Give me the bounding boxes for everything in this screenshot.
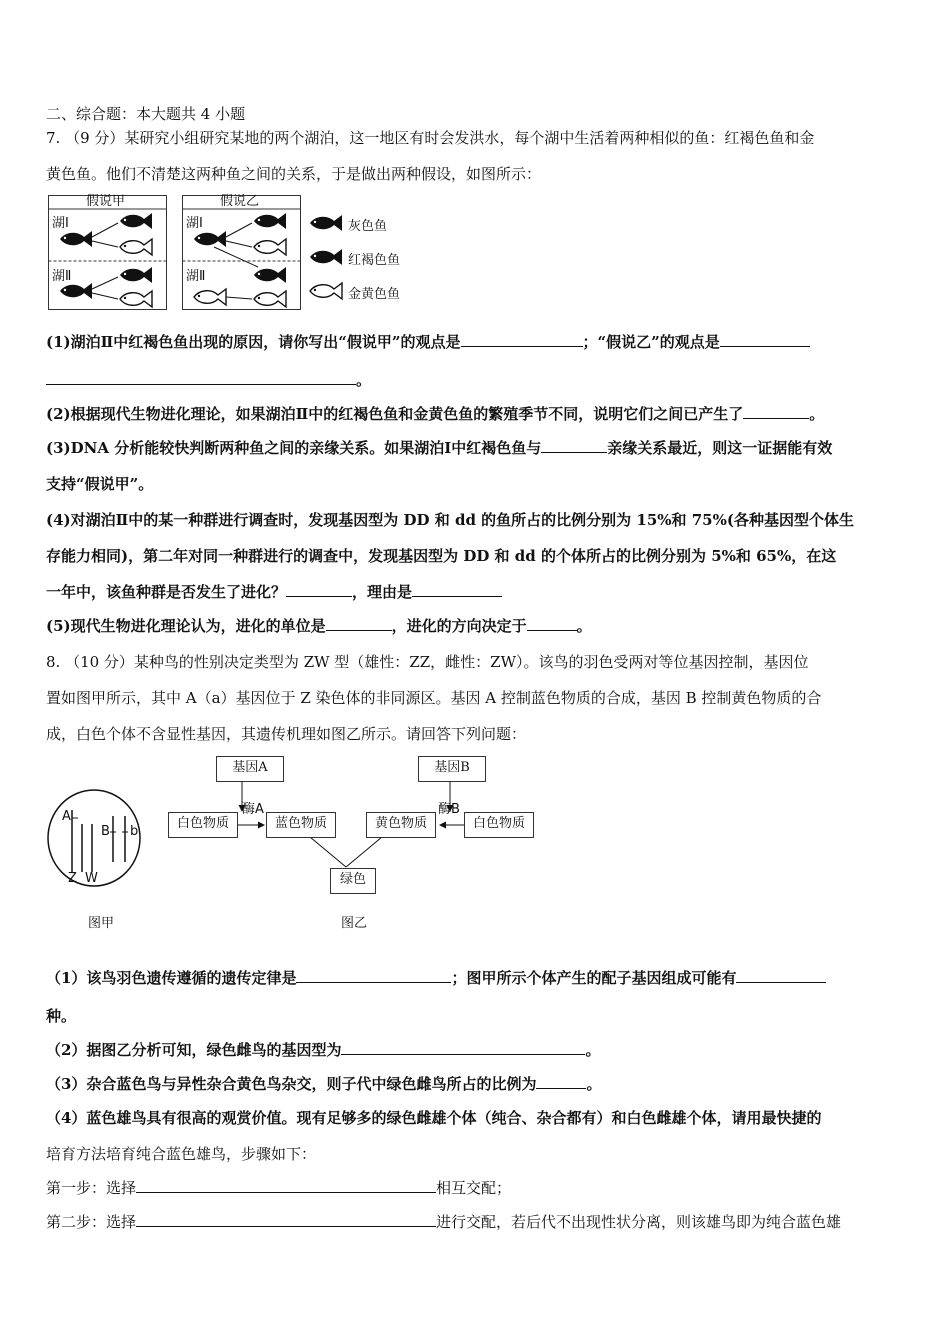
fish-icon (194, 231, 226, 247)
q8-step1: 第一步：选择 相互交配； (46, 1179, 512, 1197)
q7-p5: (5)现代生物进化理论认为，进化的单位是 ，进化的方向决定于 。 (46, 617, 592, 635)
blue-substance: 蓝色物质 (266, 812, 336, 838)
fish-icon (254, 239, 286, 255)
white-substance-2: 白色物质 (464, 812, 534, 838)
chromosome-figure (46, 788, 142, 888)
fish-icon (60, 231, 92, 247)
fish-icon (120, 213, 152, 229)
fish-icon (120, 239, 152, 255)
white-substance-1: 白色物质 (168, 812, 238, 838)
enzyme-b-label: 酶B (438, 802, 460, 817)
hypothesis-b-label: 假说乙 (220, 194, 260, 209)
q8-p2: （2）据图乙分析可知，绿色雌鸟的基因型为 。 (46, 1041, 601, 1059)
q7-p3-cont: 支持“假说甲”。 (46, 475, 154, 493)
q8-p4-line1: （4）蓝色雄鸟具有很高的观赏价值。现有足够多的绿色雌雄个体（纯合、杂合都有）和白色雌雄个体，请用最快捷的 (46, 1109, 822, 1127)
q7-p2: (2)根据现代生物进化理论，如果湖泊Ⅱ中的红褐色鱼和金黄色鱼的繁殖季节不同，说明它们之间已产生了 。 (46, 405, 825, 423)
lake1-label-a: 湖Ⅰ (52, 216, 69, 231)
q8-line3: 成，白色个体不含显性基因，其遗传机理如图乙所示。请回答下列问题： (46, 725, 527, 743)
gray-fish-icon (310, 215, 342, 231)
q7-line1: 7. （9 分）某研究小组研究某地的两个湖泊，这一地区有时会发洪水，每个湖中生活着两种相似的鱼：红褐色鱼和金 (46, 129, 815, 147)
lake2-label-b: 湖Ⅱ (186, 269, 206, 284)
legend-golden: 金黄色鱼 (348, 287, 401, 302)
allele-b-dominant-label: B (101, 824, 110, 839)
q8-step2: 第二步：选择 进行交配，若后代不出现性状分离，则该雄鸟即为纯合蓝色雄 (46, 1213, 842, 1231)
q7-figure (48, 195, 423, 311)
golden-fish-icon (310, 283, 342, 299)
lake1-label-b: 湖Ⅰ (186, 216, 203, 231)
red-brown-fish-icon (310, 249, 342, 265)
q7-p3: (3)DNA 分析能较快判断两种鱼之间的亲缘关系。如果湖泊Ⅰ中红褐色鱼与 亲缘关系最近，则这一证据能有效 (46, 439, 833, 457)
q7-p1-cont: 。 (46, 370, 371, 390)
q8-p1-cont: 种。 (46, 1007, 77, 1025)
fish-icon (120, 267, 152, 283)
q7-p4-line2: 存能力相同)，第二年对同一种群进行的调查中，发现基因型为 DD 和 dd 的个体所占的比例分别为 5%和 65%，在这 (46, 547, 837, 565)
q7-p1: (1)湖泊Ⅱ中红褐色鱼出现的原因，请你写出“假说甲”的观点是 ；“假说乙”的观点是 (46, 332, 810, 352)
green-result: 绿色 (330, 868, 376, 894)
legend-red-brown: 红褐色鱼 (348, 253, 401, 268)
fish-icon (60, 283, 92, 299)
q8-line1: 8. （10 分）某种鸟的性别决定类型为 ZW 型（雄性：ZZ，雌性：ZW）。该鸟的羽色受两对等位基因控制，基因位 (46, 653, 809, 671)
hypothesis-a-label: 假说甲 (86, 194, 126, 209)
q8-line2: 置如图甲所示，其中 A（a）基因位于 Z 染色体的非同源区。基因 A 控制蓝色物质的合成，基因 B 控制黄色物质的合 (46, 689, 822, 707)
allele-a-label: A (62, 809, 71, 824)
enzyme-a-label: 酶A (242, 802, 264, 817)
w-chromosome-label: W (85, 871, 98, 886)
gene-a-box: 基因A (216, 756, 284, 782)
allele-b-recessive-label: b (130, 824, 139, 839)
q8-p3: （3）杂合蓝色鸟与异性杂合黄色鸟杂交，则子代中绿色雌鸟所占的比例为 。 (46, 1075, 602, 1093)
q8-p1: （1）该鸟羽色遗传遵循的遗传定律是 ；图甲所示个体产生的配子基因组成可能有 (46, 968, 826, 988)
fish-icon (194, 289, 226, 305)
legend-gray: 灰色鱼 (348, 219, 388, 234)
q7-p4-line3: 一年中，该鱼种群是否发生了进化？ ，理由是 (46, 582, 502, 602)
fish-icon (254, 291, 286, 307)
fish-icon (254, 267, 286, 283)
yellow-substance: 黄色物质 (366, 812, 436, 838)
fish-icon (120, 291, 152, 307)
z-chromosome-label: Z (68, 871, 77, 886)
caption-figure-b: 图乙 (341, 916, 368, 931)
section-title: 二、综合题：本大题共 4 小题 (46, 105, 246, 123)
lake2-label-a: 湖Ⅱ (52, 269, 72, 284)
q8-p4-line2: 培育方法培育纯合蓝色雄鸟，步骤如下： (46, 1145, 317, 1163)
gene-b-box: 基因B (418, 756, 486, 782)
q7-p4-line1: (4)对湖泊Ⅱ中的某一种群进行调查时，发现基因型为 DD 和 dd 的鱼所占的比例分别为 15%和 75%(各种基因型个体生 (46, 511, 854, 529)
caption-figure-a: 图甲 (88, 916, 115, 931)
q7-line2: 黄色鱼。他们不清楚这两种鱼之间的关系，于是做出两种假设，如图所示： (46, 165, 542, 183)
fish-icon (254, 213, 286, 229)
